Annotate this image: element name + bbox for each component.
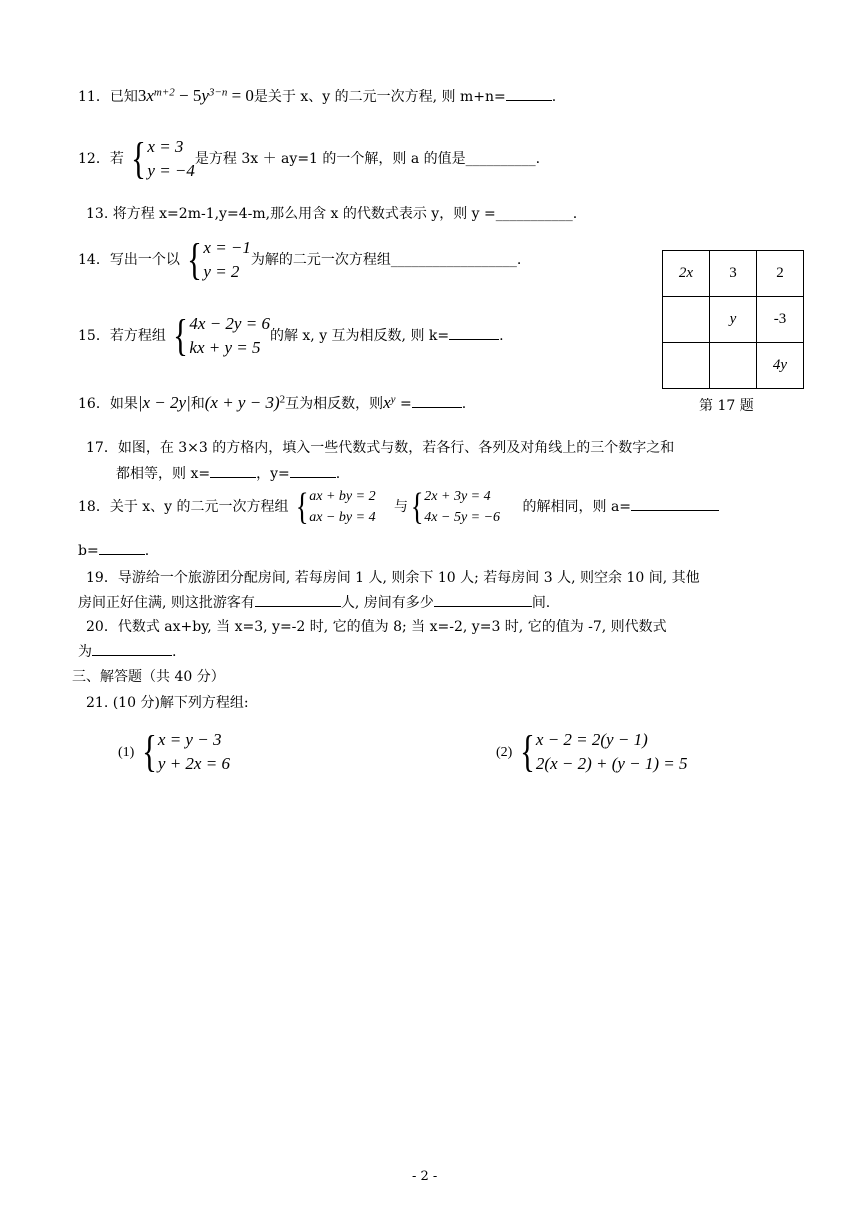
q11-prefix: 已知 bbox=[109, 89, 138, 105]
question-12 bbox=[78, 135, 540, 183]
q21-p1-label: (1) bbox=[118, 745, 135, 760]
q20-end: . bbox=[172, 644, 177, 660]
grid-cell: y bbox=[710, 297, 757, 343]
q11-text: 是关于 x、y 的二元一次方程, 则 m+n= bbox=[253, 89, 506, 105]
question-14 bbox=[78, 236, 521, 284]
q17-grid bbox=[662, 250, 804, 389]
q18-brace-1: { bbox=[295, 486, 309, 528]
q16-square-expr: (x + y − 3) bbox=[204, 393, 280, 412]
q16-text: 互为相反数，则 bbox=[285, 396, 384, 412]
q11-var-x: x bbox=[146, 86, 154, 105]
q12-brace: { bbox=[131, 134, 147, 183]
q12-number: 12． bbox=[78, 151, 110, 167]
q21-part-1 bbox=[118, 728, 230, 776]
q15-brace: { bbox=[173, 311, 189, 360]
question-15 bbox=[78, 312, 504, 360]
q19-text-c: 间. bbox=[531, 595, 551, 611]
q18-b-blank[interactable] bbox=[99, 540, 145, 555]
q15-number: 15． bbox=[78, 328, 110, 344]
q14-end: . bbox=[516, 252, 522, 268]
q11-mid: − 5 bbox=[174, 86, 202, 105]
q18-b-label: b= bbox=[78, 543, 99, 559]
q18-sys2-line2: 4x − 5y = −6 bbox=[424, 510, 501, 525]
q17-text-a: 都相等，则 x= bbox=[116, 466, 211, 482]
q14-brace: { bbox=[187, 235, 203, 284]
q21-p2-line2: 2(x − 2) + (y − 1) = 5 bbox=[535, 754, 688, 773]
q11-exp1: m+2 bbox=[153, 86, 175, 99]
q11-answer-blank[interactable] bbox=[506, 86, 552, 101]
grid-cell bbox=[710, 343, 757, 389]
q21-p1-line1: x = y − 3 bbox=[157, 730, 222, 749]
q17-text-b: ，y= bbox=[256, 466, 290, 482]
q18-number: 18． bbox=[78, 499, 110, 515]
q11-end: . bbox=[551, 89, 557, 105]
q15-line1: 4x − 2y = 6 bbox=[189, 314, 270, 333]
question-21-title: 21. (10 分)解下列方程组: bbox=[86, 695, 249, 711]
grid-cell: 2x bbox=[663, 251, 710, 297]
page-number: - 2 - bbox=[412, 1169, 438, 1184]
question-20-line2 bbox=[78, 641, 176, 661]
q15-line2: kx + y = 5 bbox=[189, 338, 261, 357]
grid-caption: 第 17 题 bbox=[699, 398, 754, 414]
q16-and: 和 bbox=[190, 396, 205, 412]
q21-p2-line1: x − 2 = 2(y − 1) bbox=[535, 730, 648, 749]
q14-number: 14． bbox=[78, 252, 110, 268]
q18-sys1-line1: ax + by = 2 bbox=[309, 489, 376, 504]
q16-eq: = bbox=[395, 396, 412, 412]
grid-row bbox=[663, 251, 804, 297]
question-19-line1: 19．导游给一个旅游团分配房间, 若每房间 1 人, 则余下 10 人; 若每房间 3 人, 则空余 10 间, 其他 bbox=[86, 570, 700, 586]
q15-text: 的解 x, y 互为相反数, 则 k= bbox=[269, 328, 450, 344]
q14-prefix: 写出一个以 bbox=[109, 252, 180, 268]
q11-eq-end: = 0 bbox=[227, 86, 254, 105]
q17-end: . bbox=[335, 466, 341, 482]
q21-p1-line2: y + 2x = 6 bbox=[157, 754, 230, 773]
q19-text-b: 人, 房间有多少 bbox=[340, 595, 434, 611]
q20-answer-blank[interactable] bbox=[92, 641, 172, 656]
q14-line2: y = 2 bbox=[203, 262, 240, 281]
q18-b-end: . bbox=[144, 543, 150, 559]
q16-exp: 2 bbox=[279, 393, 286, 406]
q21-p2-brace: { bbox=[519, 727, 535, 776]
q11-coef: 3 bbox=[137, 86, 147, 105]
q16-end: . bbox=[461, 396, 467, 412]
q16-y-exp: y bbox=[390, 393, 396, 406]
question-13 bbox=[86, 203, 577, 223]
q12-prefix: 若 bbox=[109, 151, 124, 167]
q16-x: x bbox=[383, 393, 391, 412]
q13-text: 13. 将方程 x=2m-1,y=4-m,那么用含 x 的代数式表示 y，则 y =___________. bbox=[86, 206, 578, 222]
q17-x-blank[interactable] bbox=[210, 463, 256, 478]
question-18 bbox=[78, 486, 719, 528]
q12-line2: y = −4 bbox=[147, 161, 195, 180]
q20-text-a: 为 bbox=[78, 644, 92, 660]
q12-end: . bbox=[535, 151, 541, 167]
section-3-title: 三、解答题（共 40 分） bbox=[72, 669, 225, 685]
q15-prefix: 若方程组 bbox=[109, 328, 166, 344]
question-17-line2 bbox=[116, 463, 340, 483]
q21-p2-label: (2) bbox=[496, 745, 513, 760]
q12-text: 是方程 3x ＋ ay=1 的一个解，则 a 的值是__________ bbox=[194, 151, 536, 167]
grid-cell: 3 bbox=[710, 251, 757, 297]
q19-text-a: 房间正好住满, 则这批游客有 bbox=[78, 595, 255, 611]
grid-cell bbox=[663, 297, 710, 343]
q16-answer-blank[interactable] bbox=[412, 393, 462, 408]
q18-brace-2: { bbox=[410, 486, 424, 528]
grid-row bbox=[663, 343, 804, 389]
q16-abs-expr: |x − 2y| bbox=[137, 393, 191, 412]
grid-row bbox=[663, 297, 804, 343]
q12-line1: x = 3 bbox=[147, 137, 184, 156]
q17-y-blank[interactable] bbox=[290, 463, 336, 478]
q21-p1-brace: { bbox=[141, 727, 157, 776]
q15-end: . bbox=[499, 328, 504, 344]
q11-number: 11． bbox=[78, 89, 110, 105]
grid-cell bbox=[663, 343, 710, 389]
q19-rooms-blank[interactable] bbox=[434, 592, 532, 607]
grid-cell: 2 bbox=[757, 251, 804, 297]
q21-part-2 bbox=[496, 728, 688, 776]
q18-prefix: 关于 x、y 的二元一次方程组 bbox=[109, 499, 289, 515]
q14-line1: x = −1 bbox=[203, 238, 251, 257]
grid-cell: 4y bbox=[757, 343, 804, 389]
grid-cell: -3 bbox=[757, 297, 804, 343]
q18-sys1-line2: ax − by = 4 bbox=[309, 510, 376, 525]
question-16 bbox=[78, 393, 466, 413]
q11-var-y: y bbox=[201, 86, 209, 105]
q15-answer-blank[interactable] bbox=[449, 325, 499, 340]
q18-a-blank[interactable] bbox=[631, 496, 719, 511]
q16-prefix: 如果 bbox=[109, 396, 138, 412]
q18-sys2-line1: 2x + 3y = 4 bbox=[424, 489, 491, 504]
question-11 bbox=[78, 86, 556, 106]
q19-tourists-blank[interactable] bbox=[255, 592, 341, 607]
q11-exp2: 3−n bbox=[208, 86, 228, 99]
question-20-line1: 20．代数式 ax+by, 当 x=3, y=-2 时, 它的值为 8; 当 x=-2, y=3 时, 它的值为 -7, 则代数式 bbox=[86, 619, 667, 635]
q18-text: 的解相同，则 a= bbox=[522, 499, 632, 515]
question-19-line2 bbox=[78, 592, 550, 612]
q18-b-line bbox=[78, 540, 149, 559]
q16-number: 16． bbox=[78, 396, 110, 412]
q18-mid: 与 bbox=[394, 499, 409, 515]
q14-text: 为解的二元一次方程组__________________ bbox=[250, 252, 517, 268]
question-17-line1: 17．如图，在 3×3 的方格内，填入一些代数式与数，若各行、各列及对角线上的三个数字之和 bbox=[86, 440, 675, 456]
